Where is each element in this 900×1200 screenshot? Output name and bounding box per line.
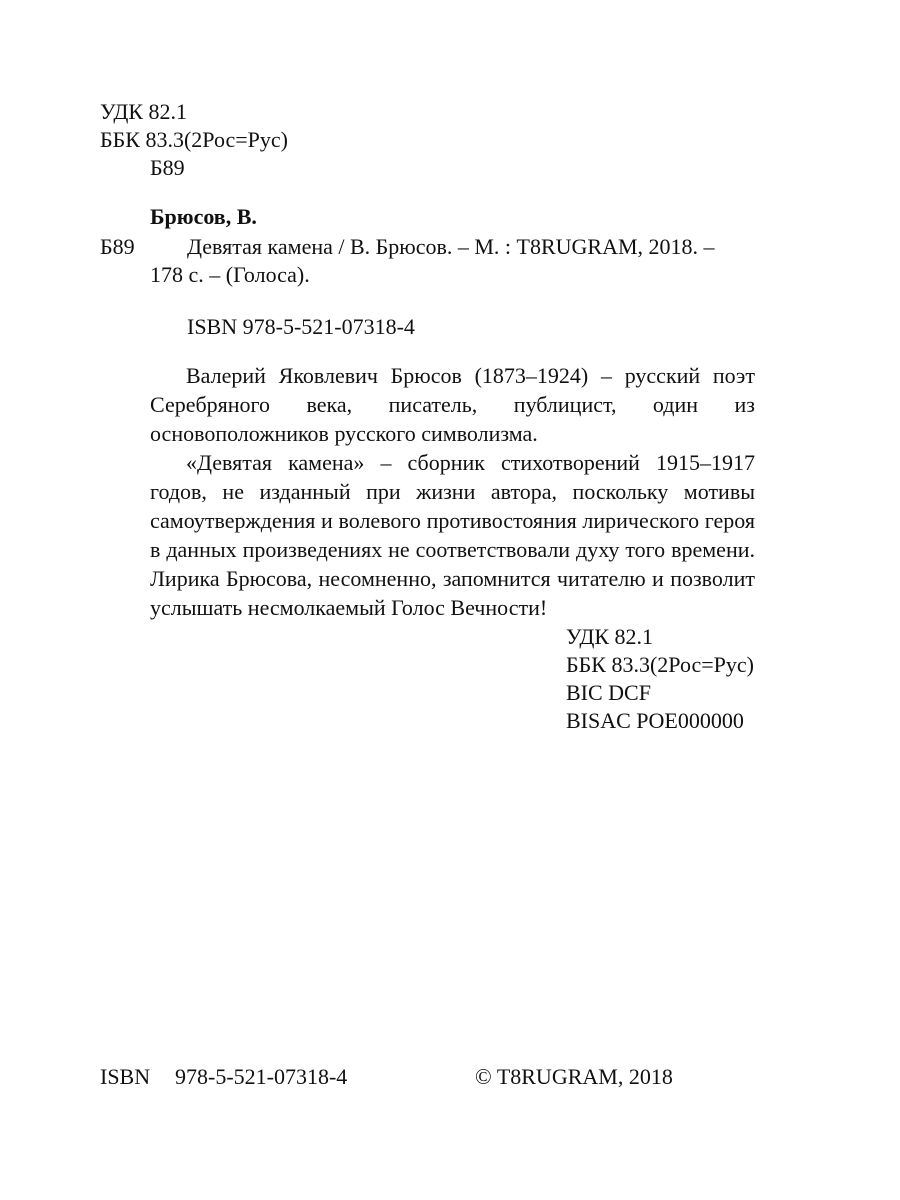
footer-isbn-number: 978-5-521-07318-4 [175,1064,348,1089]
bbk-code: ББК 83.3(2Рос=Рус) [566,652,754,677]
udk-code-top: УДК 82.1 [100,99,188,124]
udk-code: УДК 82.1 [566,624,654,649]
annotation [150,361,755,622]
footer-copyright: © T8RUGRAM, 2018 [475,1064,673,1089]
author-mark-top: Б89 [150,155,185,180]
catalog-author: Брюсов, В. [150,204,257,229]
annotation-paragraph-2: «Девятая камена» – сборник стихотворений 1915–1917 годов, не изданный при жизни автора, поскольку мотивы самоутверждения и волевого противостояния лирического героя в данных произведениях не соответствовали духу того времени. Лирика Брюсова, несомненно, запомнится читателю и позволит услышать несмолкаемый Голос Вечности! [150,450,755,620]
catalog-mark: Б89 [100,234,135,259]
catalog-description-line1: Девятая камена / В. Брюсов. – М. : T8RUGRAM, 2018. – [187,234,715,259]
catalog-description-line2: 178 с. – (Голоса). [150,262,310,287]
catalog-isbn: ISBN 978-5-521-07318-4 [187,314,415,339]
annotation-paragraph-1: Валерий Яковлевич Брюсов (1873–1924) – русский поэт Серебряного века, писатель, публицист, один из основоположников русского символизма. [150,363,755,446]
footer-isbn-label: ISBN [100,1064,151,1089]
bisac-code: BISAC POE000000 [566,708,744,733]
bic-code: BIC DCF [566,680,651,705]
bbk-code-top: ББК 83.3(2Рос=Рус) [100,127,288,152]
